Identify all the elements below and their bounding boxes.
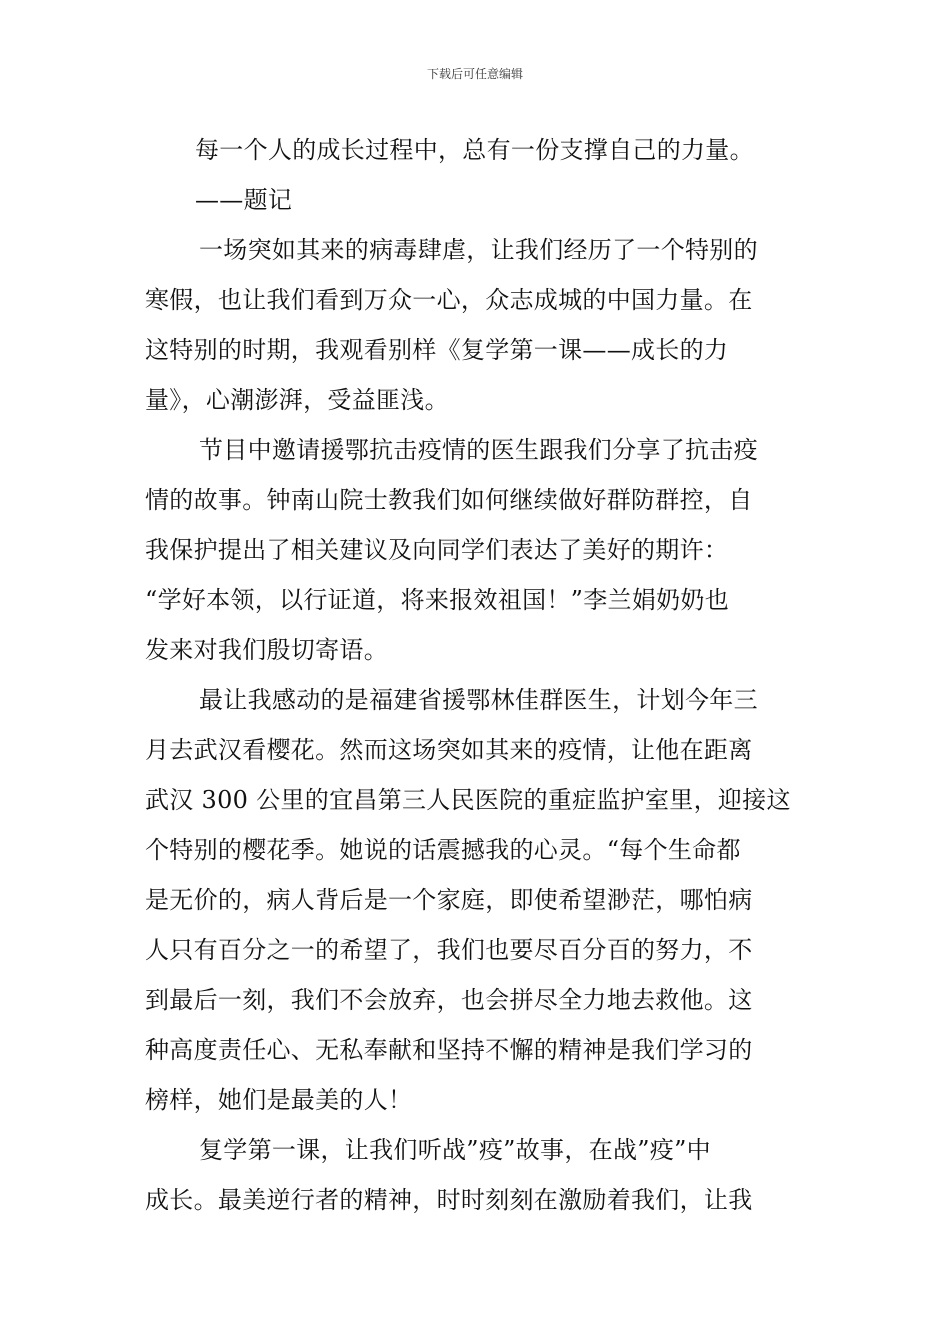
- document-body: [145, 125, 809, 1225]
- paragraph-line: 最让我感动的是福建省援鄂林佳群医生，计划今年三: [199, 686, 758, 714]
- paragraph-line: 寒假，也让我们看到万众一心，众志成城的中国力量。在: [145, 286, 753, 314]
- paragraph-line: 成长。最美逆行者的精神，时时刻刻在激励着我们，让我: [145, 1186, 753, 1214]
- paragraph-line: 人只有百分之一的希望了，我们也要尽百分百的努力，不: [145, 936, 753, 964]
- paragraph-line: 月去武汉看樱花。然而这场突如其来的疫情，让他在距离: [145, 736, 753, 764]
- paragraph-line: 到最后一刻，我们不会放弃，也会拼尽全力地去救他。这: [145, 986, 753, 1014]
- paragraph-line: 情的故事。钟南山院士教我们如何继续做好群防群控，自: [145, 486, 753, 514]
- paragraph-line: 节目中邀请援鄂抗击疫情的医生跟我们分享了抗击疫: [199, 436, 758, 464]
- paragraph-line: 这特别的时期，我观看别样《复学第一课——成长的力: [145, 336, 729, 364]
- paragraph-line: 一场突如其来的病毒肆虐，让我们经历了一个特别的: [199, 236, 758, 264]
- paragraph-line: “学好本领，以行证道，将来报效祖国！”李兰娟奶奶也: [145, 586, 730, 614]
- paragraph-line: 是无价的，病人背后是一个家庭，即使希望渺茫，哪怕病: [145, 886, 753, 914]
- header-note: 下载后可任意编辑: [426, 67, 523, 81]
- paragraph-line: 武汉 300 公里的宜昌第三人民医院的重症监护室里，迎接这: [145, 786, 791, 814]
- paragraph-line: 榜样，她们是最美的人！: [145, 1086, 413, 1114]
- paragraph-line: 种高度责任心、无私奉献和坚持不懈的精神是我们学习的: [145, 1036, 753, 1064]
- epigraph-line: 每一个人的成长过程中，总有一份支撑自己的力量。: [195, 136, 754, 164]
- epigraph-attribution: ——题记: [195, 186, 293, 214]
- paragraph-line: 我保护提出了相关建议及向同学们表达了美好的期许：: [145, 536, 729, 564]
- paragraph-line: 个特别的樱花季。她说的话震撼我的心灵。“每个生命都: [145, 836, 741, 864]
- paragraph-line: 复学第一课，让我们听战”疫”故事，在战”疫”中: [199, 1136, 711, 1164]
- paragraph-line: 发来对我们殷切寄语。: [145, 636, 388, 664]
- paragraph-line: 量》，心潮澎湃，受益匪浅。: [145, 386, 449, 414]
